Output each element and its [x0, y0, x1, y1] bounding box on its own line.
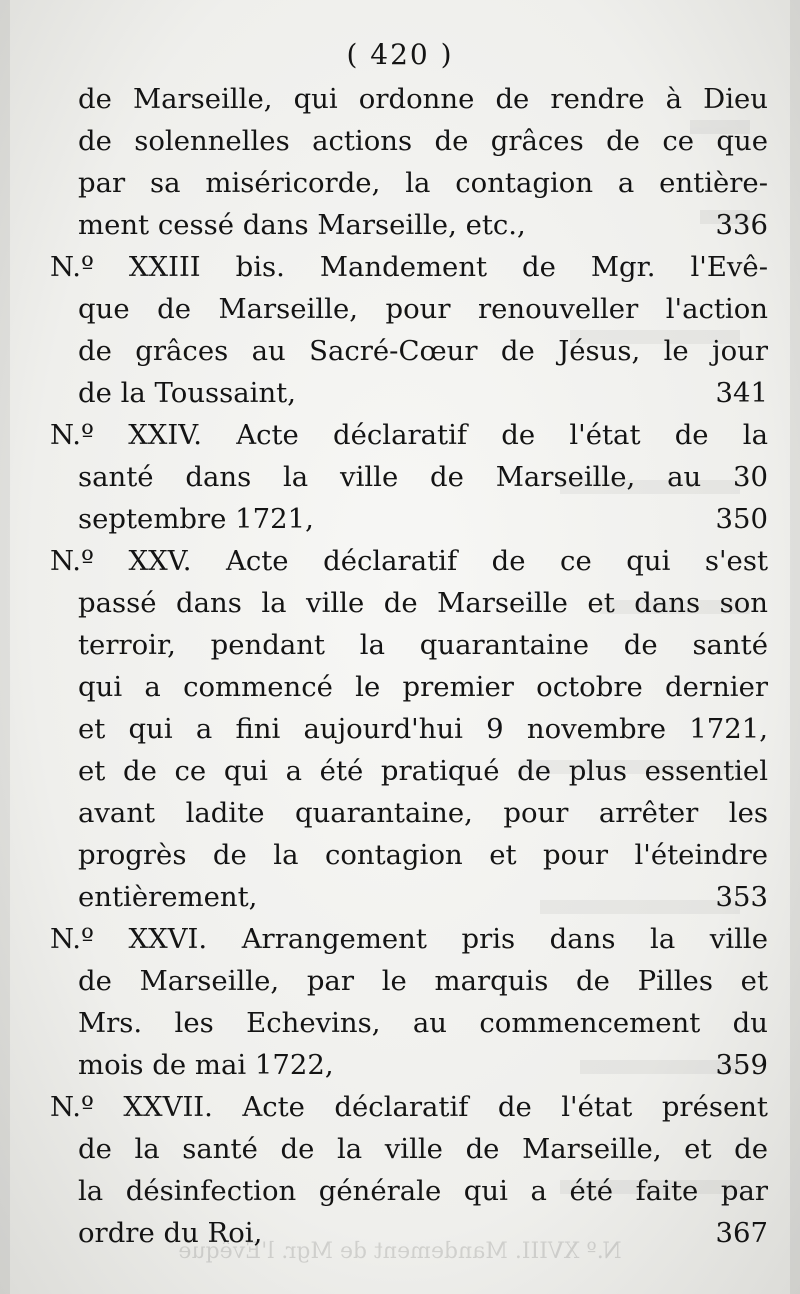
entry-text: et qui a fini aujourd'hui 9 novembre 1721, [78, 713, 768, 745]
entry-page-number: 359 [715, 1049, 768, 1081]
entry-text: ment cessé dans Marseille, etc., [78, 209, 526, 241]
entry-line [50, 750, 768, 792]
entry-line [50, 708, 768, 750]
entry-text: N.º XXVII. Acte déclaratif de l'état présent [50, 1091, 768, 1123]
entry-text: entièrement, [78, 881, 258, 913]
entry-line [50, 1044, 768, 1086]
entry-text: terroir, pendant la quarantaine de santé [78, 629, 768, 661]
entry-text: N.º XXIII bis. Mandement de Mgr. l'Evê- [50, 251, 768, 283]
entry-text: la désinfection générale qui a été faite par [78, 1175, 768, 1207]
entry-line [50, 540, 768, 582]
entry-text: N.º XXIV. Acte déclaratif de l'état de la [50, 419, 768, 451]
entry-line [50, 330, 768, 372]
toc-entry-0 [50, 78, 768, 246]
toc-entry-3 [50, 540, 768, 918]
entry-page-number: 353 [715, 881, 768, 913]
entry-line [50, 414, 768, 456]
entry-line [50, 78, 768, 120]
entry-text: de la Toussaint, [78, 377, 296, 409]
toc-entry-5 [50, 1086, 768, 1254]
entry-text: qui a commencé le premier octobre dernier [78, 671, 768, 703]
entry-text: Mrs. les Echevins, au commencement du [78, 1007, 768, 1039]
entry-line [50, 624, 768, 666]
entry-line [50, 372, 768, 414]
entry-text: ordre du Roi, [78, 1217, 263, 1249]
entry-line [50, 876, 768, 918]
entry-line [50, 1128, 768, 1170]
toc-entry-4 [50, 918, 768, 1086]
entry-line [50, 288, 768, 330]
ghost-text: N.º XVIII. Mandement de Mgr. l'Evêque [178, 1239, 622, 1264]
entry-text: par sa miséricorde, la contagion a entière- [78, 167, 768, 199]
page-number: ( 420 ) [346, 38, 454, 71]
bleed-through-text [120, 1238, 680, 1264]
entry-page-number: 350 [715, 503, 768, 535]
entry-page-number: 336 [715, 209, 768, 241]
toc-entry-1 [50, 246, 768, 414]
entry-text: mois de mai 1722, [78, 1049, 334, 1081]
entry-text: avant ladite quarantaine, pour arrêter les [78, 797, 768, 829]
entry-line [50, 1086, 768, 1128]
entry-text: N.º XXV. Acte déclaratif de ce qui s'est [50, 545, 768, 577]
table-of-contents [50, 78, 768, 1254]
entry-line [50, 834, 768, 876]
entry-text: que de Marseille, pour renouveller l'action [78, 293, 768, 325]
entry-line [50, 918, 768, 960]
entry-text: passé dans la ville de Marseille et dans son [78, 587, 768, 619]
toc-entry-2 [50, 414, 768, 540]
entry-text: de Marseille, qui ordonne de rendre à Dieu [78, 83, 768, 115]
entry-text: santé dans la ville de Marseille, au 30 [78, 461, 768, 493]
entry-text: de la santé de la ville de Marseille, et de [78, 1133, 768, 1165]
entry-line [50, 582, 768, 624]
entry-line [50, 204, 768, 246]
entry-text: progrès de la contagion et pour l'éteindre [78, 839, 768, 871]
entry-text: septembre 1721, [78, 503, 314, 535]
entry-line [50, 666, 768, 708]
entry-text: de solennelles actions de grâces de ce que [78, 125, 768, 157]
entry-line [50, 120, 768, 162]
entry-line [50, 498, 768, 540]
entry-line [50, 456, 768, 498]
entry-line [50, 960, 768, 1002]
entry-line [50, 792, 768, 834]
entry-line [50, 162, 768, 204]
entry-text: et de ce qui a été pratiqué de plus essentiel [78, 755, 768, 787]
entry-line [50, 1002, 768, 1044]
entry-page-number: 367 [715, 1217, 768, 1249]
entry-text: N.º XXVI. Arrangement pris dans la ville [50, 923, 768, 955]
entry-line [50, 1170, 768, 1212]
entry-text: de grâces au Sacré-Cœur de Jésus, le jour [78, 335, 768, 367]
entry-text: de Marseille, par le marquis de Pilles et [78, 965, 768, 997]
entry-line [50, 246, 768, 288]
entry-page-number: 341 [715, 377, 768, 409]
